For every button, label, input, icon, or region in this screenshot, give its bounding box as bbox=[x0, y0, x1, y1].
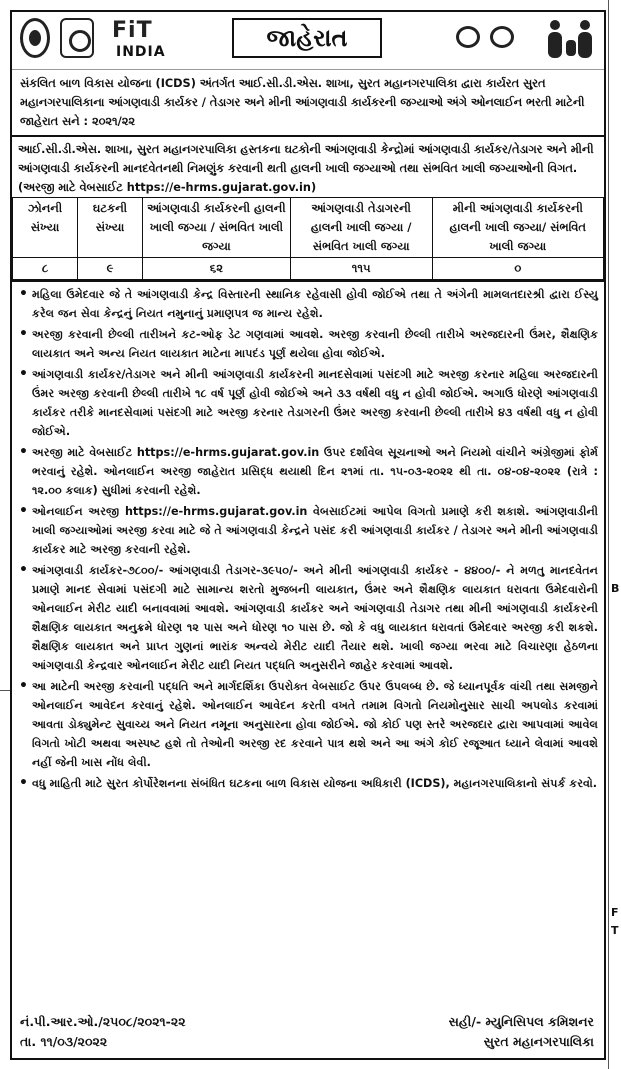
list-item: • આ માટેની અરજી કરવાની પદ્ધતિ અને માર્ગદર્શિકા ઉપરોક્ત વેબસાઈટ ઉપર ઉપલબ્ધ છે. જે ધ્યાનપૂર્વક વાંચી તથા સમજીને ઓનલાઈન આવેદન કરવાનું રહેશે. ઓનલાઈન આવેદન કરતી વખતે તમામ વિગતો નિયમોનુસાર સાચી અપલોડ કરવામાં આવતા ડોક્યુમેન્ટ સુવાચ્ય અને નિયત નમૂના અનુસારના હોવા જોઈએ. જો કોઈ પણ સ્તરે અરજદાર દ્વારા આપવામાં આવેલ વિગતો ખોટી અથવા અસ્પષ્ટ હશે તો તેઓની અરજી રદ કરવાને પાત્ર થશે અને આ અંગે કોઈ રજૂઆત ધ્યાને લેવામાં આવશે નહીં જેની ખાસ નોંધ લેવી. bbox=[18, 677, 598, 772]
organization-name: સુરત મહાનગરપાલિકા bbox=[483, 1034, 594, 1049]
table-row bbox=[13, 258, 604, 280]
adjacent-clipping-edge-right bbox=[608, 0, 621, 1069]
vacancy-subheading bbox=[12, 137, 604, 197]
column-header-helper-vacancies: આંગણવાડી તેડાગરની હાલની ખાલી જગ્યા / સંભવિત ખાલી જગ્યા bbox=[290, 198, 432, 258]
column-header-worker-vacancies: આંગણવાડી કાર્યકરની હાલની ખાલી જગ્યા / સંભવિત ખાલી જગ્યા bbox=[143, 198, 291, 258]
cell-worker-vacancies: ૬૨ bbox=[143, 258, 291, 280]
list-item: • અરજી માટે વેબસાઈટ https://e-hrms.gujarat.gov.in ઉપર દર્શાવેલ સૂચનાઓ અને નિયમો વાંચીને અંગ્રેજીમાં ફોર્મ ભરવાનું રહેશે. ઓનલાઈન અરજી જાહેરાત પ્રસિદ્ધ થયાથી દિન ૨૧માં તા. ૧૫-૦૩-૨૦૨૨ થી તા. ૦૪-૦૪-૨૦૨૨ (રાત્રે : ૧૨.૦૦ કલાક) સુધીમાં કરવાની રહેશે. bbox=[18, 443, 598, 500]
list-item: • આંગણવાડી કાર્યકર-૭૮૦૦/- આંગણવાડી તેડાગર-૩૯૫૦/- અને મીની આંગણવાડી કાર્યકર - ૪૪૦૦/- ને મળતુ માનદવેતન પ્રમાણે માનદ સેવામાં પસંદગી માટે સામાન્ય શરતો મુજબની લાયકાત, ઉંમર અને શૈક્ષણિક લાયકાત ધરાવતા ઉમેદવારોની ઓનલાઈન મેરીટ યાદી બનાવવામાં આવશે. આંગણવાડી કાર્યકર અને આંગણવાડી તેડાગર તથા મીની આંગણવાડી કાર્યકરની શૈક્ષણિક લાયકાત અનુક્રમે ધોરણ ૧૨ પાસ અને ધોરણ ૧૦ પાસ છે. જો કે વધુ લાયકાત ધરાવતાં ઉમેદવાર અરજી કરી શકશે. શૈક્ષણિક લાયકાત અને પ્રાપ્ત ગુણનાં ભારાંક અન્વયે મેરીટ યાદી તૈયાર થશે. ખાલી જગ્યા ભરવા માટે વિચારણા હેઠળના આંગણવાડી કેન્દ્રવાર ઓનલાઈન મેરીટ યાદી નિયત પદ્ધતિ અનુસરીને જાહેર કરવામાં આવશે. bbox=[18, 561, 598, 675]
list-item: • આંગણવાડી કાર્યકર/તેડાગર અને મીની આંગણવાડી કાર્યકરની માનદસેવામાં પસંદગી માટે અરજી કરનાર મહિલા અરજદારની ઉંમર અરજી કરવાની છેલ્લી તારીખે ૧૮ વર્ષ પૂર્ણ હોવી જોઈએ અને ૩૩ વર્ષથી વધુ ન હોવી જોઈએ. અગાઉ ધોરણે આંગણવાડી કાર્યકર તરીકે માનદસેવામાં પસંદગી માટે અરજી કરનાર તેડાગરની ઉંમર અરજી કરવાની છેલ્લી તારીખે ૪૩ વર્ષથી વધુ ન હોવી જોઈએ. bbox=[18, 365, 598, 441]
cell-units: ૯ bbox=[78, 258, 143, 280]
notice-header bbox=[12, 12, 604, 70]
table-header-row bbox=[13, 198, 604, 258]
municipal-corporation-logo-icon bbox=[60, 18, 94, 58]
fit-india-logo-sub: INDIA bbox=[116, 44, 166, 60]
cell-zones: ૮ bbox=[13, 258, 78, 280]
list-item: • અરજી કરવાની છેલ્લી તારીખને કટ-ઓફ ડેટ ગણવામાં આવશે. અરજી કરવાની છેલ્લી તારીખે અરજદારની ઉંમર, શૈક્ષણિક લાયકાત અને અન્ય નિયત લાયકાત માટેના માપદંડ પૂર્ણ થયેલા હોવા જોઈએ. bbox=[18, 325, 598, 363]
list-item: • ઓનલાઈન અરજી https://e-hrms.gujarat.gov.in વેબસાઈટમાં આપેલ વિગતો પ્રમાણે કરી શકાશે. આંગણવાડીની ખાલી જગ્યાઓમાં અરજી કરવા માટે જે તે આંગણવાડી કેન્દ્રને પસંદ કરી આંગણવાડી કાર્યકર / તેડાગર અને મીની આંગણવાડી કાર્યકર માટે અરજી કરવાની રહેશે. bbox=[18, 502, 598, 559]
cell-helper-vacancies: ૧૧૫ bbox=[290, 258, 432, 280]
government-emblem-icon bbox=[20, 18, 50, 58]
edge-fragment: F bbox=[611, 906, 619, 919]
adjacent-clipping-edge-left bbox=[0, 690, 10, 691]
column-header-mini-worker-vacancies: મીની આંગણવાડી કાર્યકરની હાલની ખાલી જગ્યા/ સંભવિત ખાલી જગ્યા bbox=[432, 198, 603, 258]
vacancy-table bbox=[12, 197, 604, 280]
list-item: • મહિલા ઉમેદવાર જે તે આંગણવાડી કેન્દ્ર વિસ્તારની સ્થાનિક રહેવાસી હોવી જોઈએ તથા તે અંગેની મામલતદારશ્રી દ્વારા ઈસ્યુ કરેલ જન સેવા કેન્દ્રનું નિયત નમુનાનું પ્રમાણપત્ર જ માન્ય રહેશે. bbox=[18, 285, 598, 323]
notice-title: જાહેરાત bbox=[232, 18, 382, 58]
vacancy-subheading-text: આઈ.સી.ડી.એસ. શાખા, સુરત મહાનગરપાલિકા હસ્તકના ઘટકોની આંગણવાડી કેન્દ્રોમાં આંગણવાડી કાર્યકર/તેડાગર અને મીની આંગણવાડી કાર્યકરની માનદવેતનથી નિમણુંક કરવાની થતી હાલની ખાલી જગ્યાઓ તથા સંભવિત ખાલી જગ્યાઓની વિગત. (અરજી માટે વેબસાઈટ bbox=[18, 143, 594, 194]
fit-india-logo: FiT bbox=[112, 18, 153, 43]
family-icon bbox=[544, 16, 598, 62]
cell-mini-worker-vacancies: ૦ bbox=[432, 258, 603, 280]
column-header-zones: ઝોનની સંખ્યા bbox=[13, 198, 78, 258]
reference-number: નં.પી.આર.ઓ./૨૫૦૮/૨૦૨૧-૨૨ bbox=[20, 1014, 186, 1029]
swachh-bharat-glasses-icon bbox=[452, 26, 522, 48]
website-link[interactable]: https://e-hrms.gujarat.gov.in) bbox=[126, 181, 317, 194]
notice-footer bbox=[12, 1006, 604, 1058]
intro-paragraph: સંકલિત બાળ વિકાસ યોજના (ICDS) અંતર્ગત આઈ.સી.ડી.એસ. શાખા, સુરત મહાનગરપાલિકા દ્વારા કાર્યરત સુરત મહાનગરપાલિકાના આંગણવાડી કાર્યકર / તેડાગર અને મીની આંગણવાડી કાર્યકરની જગ્યાઓ અંગે ઓનલાઈન ભરતી માટેની જાહેરાત સને : ૨૦૨૧/૨૨ bbox=[12, 70, 604, 137]
footer-left bbox=[20, 1012, 186, 1052]
column-header-units: ઘટકની સંખ્યા bbox=[78, 198, 143, 258]
signature-line: સહી/- મ્યુનિસિપલ કમિશનર bbox=[448, 1014, 594, 1029]
notice-date: તા. ૧૧/૦૩/૨૦૨૨ bbox=[20, 1034, 108, 1049]
footer-right bbox=[449, 1012, 594, 1052]
list-item: • વધુ માહિતી માટે સુરત કોર્પોરેશનના સંબંધિત ઘટકના બાળ વિકાસ યોજના અધિકારી (ICDS), મહાનગરપાલિકાનો સંપર્ક કરવો. bbox=[18, 774, 598, 793]
rules-list bbox=[12, 280, 604, 793]
recruitment-notice bbox=[10, 10, 606, 1060]
edge-fragment: T bbox=[611, 924, 619, 937]
edge-fragment: B bbox=[611, 582, 620, 595]
